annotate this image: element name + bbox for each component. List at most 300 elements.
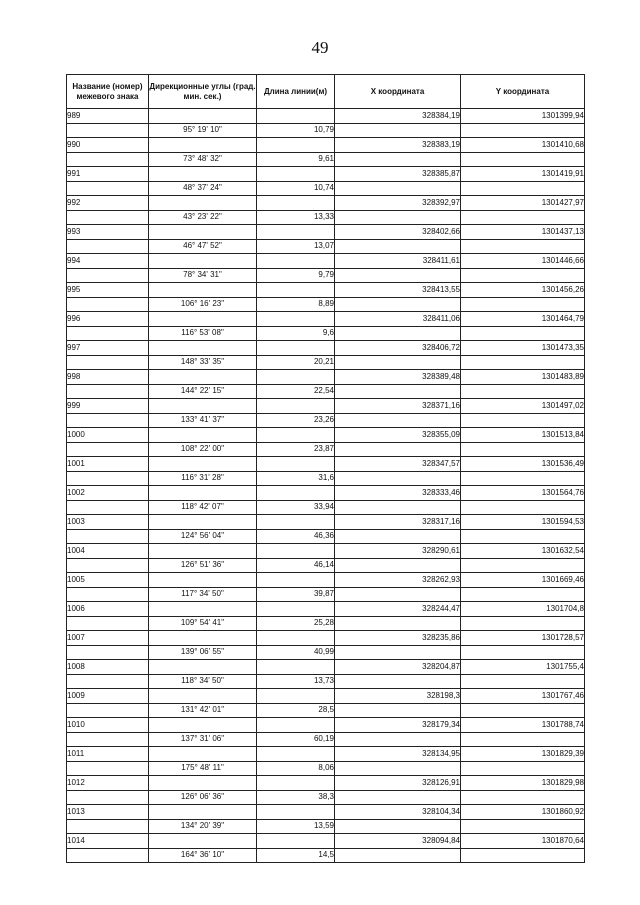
point-name: 998 [67, 370, 149, 385]
y-coordinate: 1301564,76 [461, 486, 585, 501]
angle-blank [149, 486, 257, 501]
x-blank [335, 761, 461, 776]
x-blank [335, 471, 461, 486]
point-name: 990 [67, 138, 149, 153]
direction-angle: 46° 47' 52" [149, 239, 257, 254]
direction-angle: 78° 34' 31" [149, 268, 257, 283]
x-coordinate: 328198,3 [335, 689, 461, 704]
direction-angle: 48° 37' 24" [149, 181, 257, 196]
y-blank [461, 703, 585, 718]
x-coordinate: 328126,91 [335, 776, 461, 791]
direction-angle: 137° 31' 06" [149, 732, 257, 747]
table-row [67, 689, 585, 704]
point-name: 1009 [67, 689, 149, 704]
y-coordinate: 1301755,4 [461, 660, 585, 675]
table-row [67, 790, 585, 805]
y-coordinate: 1301437,13 [461, 225, 585, 240]
x-blank [335, 616, 461, 631]
angle-blank [149, 312, 257, 327]
line-length: 60,19 [257, 732, 335, 747]
y-blank [461, 413, 585, 428]
angle-blank [149, 631, 257, 646]
y-blank [461, 471, 585, 486]
y-coordinate: 1301446,66 [461, 254, 585, 269]
y-blank [461, 297, 585, 312]
length-blank [257, 515, 335, 530]
table-row [67, 848, 585, 863]
table-row [67, 384, 585, 399]
line-length: 38,3 [257, 790, 335, 805]
x-blank [335, 790, 461, 805]
line-length: 28,5 [257, 703, 335, 718]
table-row [67, 196, 585, 211]
x-coordinate: 328179,34 [335, 718, 461, 733]
direction-angle: 126° 51' 36" [149, 558, 257, 573]
y-blank [461, 500, 585, 515]
angle-blank [149, 428, 257, 443]
name-blank [67, 587, 149, 602]
line-length: 9,79 [257, 268, 335, 283]
x-blank [335, 529, 461, 544]
direction-angle: 148° 33' 35" [149, 355, 257, 370]
header-x: X координата [335, 75, 461, 109]
table-row [67, 761, 585, 776]
x-coordinate: 328262,93 [335, 573, 461, 588]
y-blank [461, 181, 585, 196]
table-row [67, 283, 585, 298]
x-coordinate: 328134,95 [335, 747, 461, 762]
direction-angle: 164° 36' 10" [149, 848, 257, 863]
table-row [67, 370, 585, 385]
line-length: 20,21 [257, 355, 335, 370]
x-coordinate: 328384,19 [335, 109, 461, 124]
header-y: Y координата [461, 75, 585, 109]
y-blank [461, 732, 585, 747]
line-length: 13,59 [257, 819, 335, 834]
x-coordinate: 328333,46 [335, 486, 461, 501]
angle-blank [149, 718, 257, 733]
name-blank [67, 355, 149, 370]
length-blank [257, 196, 335, 211]
point-name: 1006 [67, 602, 149, 617]
angle-blank [149, 573, 257, 588]
x-coordinate: 328392,97 [335, 196, 461, 211]
line-length: 8,89 [257, 297, 335, 312]
line-length: 31,6 [257, 471, 335, 486]
table-row [67, 428, 585, 443]
length-blank [257, 138, 335, 153]
direction-angle: 139° 06' 55" [149, 645, 257, 660]
y-coordinate: 1301473,35 [461, 341, 585, 356]
x-blank [335, 674, 461, 689]
name-blank [67, 442, 149, 457]
x-blank [335, 500, 461, 515]
table-row [67, 834, 585, 849]
y-coordinate: 1301513,84 [461, 428, 585, 443]
table-row [67, 341, 585, 356]
x-blank [335, 123, 461, 138]
x-coordinate: 328355,09 [335, 428, 461, 443]
angle-blank [149, 399, 257, 414]
table-row [67, 805, 585, 820]
y-coordinate: 1301870,64 [461, 834, 585, 849]
angle-blank [149, 167, 257, 182]
name-blank [67, 239, 149, 254]
table-row [67, 355, 585, 370]
y-coordinate: 1301483,89 [461, 370, 585, 385]
table-row [67, 544, 585, 559]
angle-blank [149, 515, 257, 530]
line-length: 13,33 [257, 210, 335, 225]
y-coordinate: 1301456,26 [461, 283, 585, 298]
line-length: 46,36 [257, 529, 335, 544]
direction-angle: 116° 31' 28" [149, 471, 257, 486]
length-blank [257, 834, 335, 849]
length-blank [257, 312, 335, 327]
table-row [67, 500, 585, 515]
table-row [67, 326, 585, 341]
length-blank [257, 602, 335, 617]
header-angle: Дирекционные углы (град. мин. сек.) [149, 75, 257, 109]
name-blank [67, 268, 149, 283]
x-coordinate: 328385,87 [335, 167, 461, 182]
table-row [67, 297, 585, 312]
y-blank [461, 152, 585, 167]
table-row [67, 152, 585, 167]
x-blank [335, 297, 461, 312]
y-blank [461, 384, 585, 399]
point-name: 1013 [67, 805, 149, 820]
x-blank [335, 732, 461, 747]
x-blank [335, 181, 461, 196]
header-length: Длина линии(м) [257, 75, 335, 109]
x-coordinate: 328094,84 [335, 834, 461, 849]
x-coordinate: 328235,86 [335, 631, 461, 646]
y-blank [461, 616, 585, 631]
point-name: 1003 [67, 515, 149, 530]
table-row [67, 515, 585, 530]
y-coordinate: 1301829,39 [461, 747, 585, 762]
line-length: 40,99 [257, 645, 335, 660]
name-blank [67, 210, 149, 225]
direction-angle: 133° 41' 37" [149, 413, 257, 428]
angle-blank [149, 196, 257, 211]
x-blank [335, 558, 461, 573]
angle-blank [149, 776, 257, 791]
y-coordinate: 1301728,57 [461, 631, 585, 646]
direction-angle: 175° 48' 11" [149, 761, 257, 776]
name-blank [67, 529, 149, 544]
x-coordinate: 328317,16 [335, 515, 461, 530]
table-row [67, 732, 585, 747]
line-length: 25,28 [257, 616, 335, 631]
name-blank [67, 848, 149, 863]
length-blank [257, 573, 335, 588]
name-blank [67, 297, 149, 312]
table-row [67, 645, 585, 660]
y-blank [461, 558, 585, 573]
x-coordinate: 328389,48 [335, 370, 461, 385]
table-row [67, 747, 585, 762]
y-coordinate: 1301767,46 [461, 689, 585, 704]
y-blank [461, 326, 585, 341]
table-row [67, 486, 585, 501]
point-name: 1011 [67, 747, 149, 762]
direction-angle: 144° 22' 15" [149, 384, 257, 399]
x-blank [335, 819, 461, 834]
angle-blank [149, 254, 257, 269]
point-name: 991 [67, 167, 149, 182]
point-name: 1005 [67, 573, 149, 588]
y-coordinate: 1301399,94 [461, 109, 585, 124]
table-row [67, 167, 585, 182]
table-row [67, 442, 585, 457]
table-row [67, 181, 585, 196]
name-blank [67, 413, 149, 428]
direction-angle: 124° 56' 04" [149, 529, 257, 544]
y-coordinate: 1301704,8 [461, 602, 585, 617]
length-blank [257, 254, 335, 269]
length-blank [257, 486, 335, 501]
y-blank [461, 761, 585, 776]
line-length: 14,5 [257, 848, 335, 863]
table-row [67, 399, 585, 414]
y-coordinate: 1301788,74 [461, 718, 585, 733]
x-coordinate: 328104,34 [335, 805, 461, 820]
x-coordinate: 328204,87 [335, 660, 461, 675]
y-coordinate: 1301594,53 [461, 515, 585, 530]
x-coordinate: 328413,55 [335, 283, 461, 298]
angle-blank [149, 660, 257, 675]
direction-angle: 118° 42' 07" [149, 500, 257, 515]
name-blank [67, 500, 149, 515]
table-row [67, 109, 585, 124]
y-coordinate: 1301669,46 [461, 573, 585, 588]
x-blank [335, 645, 461, 660]
x-coordinate: 328406,72 [335, 341, 461, 356]
table-row [67, 674, 585, 689]
table-body [67, 109, 585, 863]
direction-angle: 116° 53' 08" [149, 326, 257, 341]
table-row [67, 413, 585, 428]
table-row [67, 210, 585, 225]
point-name: 992 [67, 196, 149, 211]
name-blank [67, 790, 149, 805]
name-blank [67, 645, 149, 660]
point-name: 1010 [67, 718, 149, 733]
table-row [67, 776, 585, 791]
line-length: 13,73 [257, 674, 335, 689]
table-row [67, 616, 585, 631]
direction-angle: 131° 42' 01" [149, 703, 257, 718]
point-name: 994 [67, 254, 149, 269]
angle-blank [149, 283, 257, 298]
name-blank [67, 674, 149, 689]
angle-blank [149, 602, 257, 617]
point-name: 1014 [67, 834, 149, 849]
table-row [67, 529, 585, 544]
y-blank [461, 674, 585, 689]
table-row [67, 457, 585, 472]
point-name: 993 [67, 225, 149, 240]
line-length: 9,6 [257, 326, 335, 341]
table-row [67, 573, 585, 588]
table-row [67, 123, 585, 138]
x-blank [335, 703, 461, 718]
table-row [67, 703, 585, 718]
name-blank [67, 181, 149, 196]
line-length: 10,79 [257, 123, 335, 138]
length-blank [257, 544, 335, 559]
table-row [67, 225, 585, 240]
length-blank [257, 370, 335, 385]
y-blank [461, 355, 585, 370]
length-blank [257, 283, 335, 298]
x-coordinate: 328411,61 [335, 254, 461, 269]
name-blank [67, 152, 149, 167]
name-blank [67, 616, 149, 631]
x-blank [335, 355, 461, 370]
y-coordinate: 1301632,54 [461, 544, 585, 559]
line-length: 33,94 [257, 500, 335, 515]
length-blank [257, 341, 335, 356]
x-blank [335, 587, 461, 602]
y-blank [461, 529, 585, 544]
x-coordinate: 328402,66 [335, 225, 461, 240]
table-row [67, 239, 585, 254]
table-row [67, 718, 585, 733]
y-blank [461, 645, 585, 660]
table-row [67, 660, 585, 675]
direction-angle: 73° 48' 32" [149, 152, 257, 167]
name-blank [67, 703, 149, 718]
y-blank [461, 210, 585, 225]
name-blank [67, 732, 149, 747]
page-number: 49 [311, 38, 329, 57]
angle-blank [149, 341, 257, 356]
direction-angle: 126° 06' 36" [149, 790, 257, 805]
angle-blank [149, 370, 257, 385]
line-length: 23,26 [257, 413, 335, 428]
length-blank [257, 747, 335, 762]
x-blank [335, 152, 461, 167]
x-blank [335, 442, 461, 457]
y-blank [461, 442, 585, 457]
x-blank [335, 268, 461, 283]
point-name: 997 [67, 341, 149, 356]
point-name: 1008 [67, 660, 149, 675]
line-length: 13,07 [257, 239, 335, 254]
y-blank [461, 790, 585, 805]
y-blank [461, 268, 585, 283]
x-coordinate: 328244,47 [335, 602, 461, 617]
angle-blank [149, 834, 257, 849]
line-length: 8,06 [257, 761, 335, 776]
x-coordinate: 328411,06 [335, 312, 461, 327]
y-blank [461, 587, 585, 602]
y-coordinate: 1301860,92 [461, 805, 585, 820]
angle-blank [149, 805, 257, 820]
name-blank [67, 819, 149, 834]
y-blank [461, 848, 585, 863]
y-blank [461, 123, 585, 138]
point-name: 995 [67, 283, 149, 298]
name-blank [67, 761, 149, 776]
line-length: 9,61 [257, 152, 335, 167]
angle-blank [149, 138, 257, 153]
direction-angle: 43° 23' 22" [149, 210, 257, 225]
line-length: 22,54 [257, 384, 335, 399]
line-length: 46,14 [257, 558, 335, 573]
table-row [67, 254, 585, 269]
length-blank [257, 109, 335, 124]
length-blank [257, 428, 335, 443]
direction-angle: 106° 16' 23" [149, 297, 257, 312]
x-coordinate: 328290,61 [335, 544, 461, 559]
direction-angle: 108° 22' 00" [149, 442, 257, 457]
y-coordinate: 1301464,79 [461, 312, 585, 327]
table-row [67, 602, 585, 617]
table-row [67, 631, 585, 646]
direction-angle: 134° 20' 39" [149, 819, 257, 834]
length-blank [257, 457, 335, 472]
x-blank [335, 326, 461, 341]
length-blank [257, 631, 335, 646]
length-blank [257, 167, 335, 182]
table-row [67, 138, 585, 153]
length-blank [257, 805, 335, 820]
name-blank [67, 384, 149, 399]
y-blank [461, 819, 585, 834]
x-blank [335, 239, 461, 254]
angle-blank [149, 689, 257, 704]
x-coordinate: 328371,16 [335, 399, 461, 414]
x-blank [335, 210, 461, 225]
line-length: 23,87 [257, 442, 335, 457]
table-header-row [67, 75, 585, 109]
point-name: 996 [67, 312, 149, 327]
angle-blank [149, 747, 257, 762]
angle-blank [149, 457, 257, 472]
direction-angle: 109° 54' 41" [149, 616, 257, 631]
coordinates-table [66, 74, 585, 863]
name-blank [67, 326, 149, 341]
name-blank [67, 471, 149, 486]
angle-blank [149, 544, 257, 559]
name-blank [67, 123, 149, 138]
y-coordinate: 1301410,68 [461, 138, 585, 153]
table-row [67, 819, 585, 834]
x-coordinate: 328347,57 [335, 457, 461, 472]
direction-angle: 95° 19' 10" [149, 123, 257, 138]
length-blank [257, 776, 335, 791]
y-coordinate: 1301427,97 [461, 196, 585, 211]
point-name: 1000 [67, 428, 149, 443]
table-row [67, 471, 585, 486]
table-row [67, 312, 585, 327]
x-blank [335, 413, 461, 428]
direction-angle: 118° 34' 50" [149, 674, 257, 689]
x-coordinate: 328383,19 [335, 138, 461, 153]
point-name: 1004 [67, 544, 149, 559]
point-name: 1002 [67, 486, 149, 501]
header-name: Название (номер) межевого знака [67, 75, 149, 109]
length-blank [257, 225, 335, 240]
point-name: 999 [67, 399, 149, 414]
y-coordinate: 1301419,91 [461, 167, 585, 182]
y-coordinate: 1301829,98 [461, 776, 585, 791]
angle-blank [149, 225, 257, 240]
